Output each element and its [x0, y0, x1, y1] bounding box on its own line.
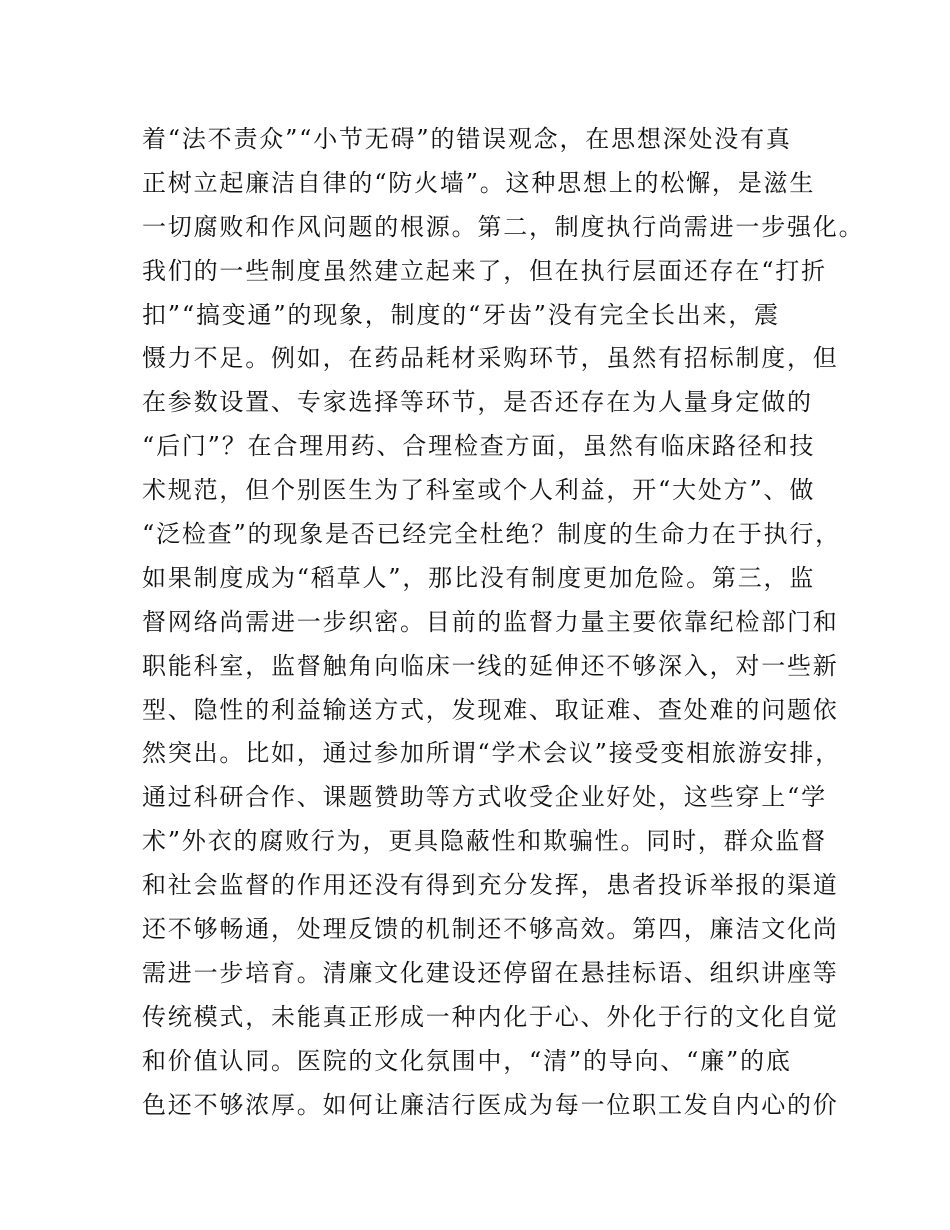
- text-line: 通过科研合作、课题赞助等方式收受企业好处，这些穿上“学: [142, 783, 827, 812]
- text-line: 和社会监督的作用还没有得到充分发挥，患者投诉举报的渠道: [142, 871, 839, 900]
- text-line: 和价值认同。医院的文化氛围中，“清”的导向、“廉”的底: [142, 1046, 792, 1075]
- text-line: 扣”“搞变通”的现象，制度的“牙齿”没有完全长出来，震: [142, 300, 780, 329]
- text-line: 如果制度成为“稻草人”，那比没有制度更加危险。第三，监: [142, 563, 816, 592]
- text-line: 职能科室，监督触角向临床一线的延伸还不够深入，对一些新: [142, 651, 839, 680]
- text-line: “后门”？在合理用药、合理检查方面，虽然有临床路径和技: [142, 432, 816, 461]
- text-line: 慑力不足。例如，在药品耗材采购环节，虽然有招标制度，但: [142, 344, 839, 373]
- text-line: “泛检查”的现象是否已经完全杜绝？制度的生命力在于执行，: [142, 520, 841, 549]
- text-line: 传统模式，未能真正形成一种内化于心、外化于行的文化自觉: [142, 1002, 839, 1031]
- text-line: 术”外衣的腐败行为，更具隐蔽性和欺骗性。同时，群众监督: [142, 827, 827, 856]
- body-paragraph: [142, 118, 865, 1127]
- text-line: 术规范，但个别医生为了科室或个人利益，开“大处方”、做: [142, 476, 816, 505]
- text-line: 着“法不责众”“小节无碍”的错误观念，在思想深处没有真: [142, 125, 792, 153]
- text-line: 然突出。比如，通过参加所谓“学术会议”接受变相旅游安排，: [142, 739, 841, 768]
- text-line: 在参数设置、专家选择等环节，是否还存在为人量身定做的: [142, 388, 813, 417]
- text-line: 色还不够浓厚。如何让廉洁行医成为每一位职工发自内心的价: [142, 1090, 839, 1119]
- text-line: 正树立起廉洁自律的“防火墙”。这种思想上的松懈，是滋生: [142, 168, 816, 197]
- text-line: 型、隐性的利益输送方式，发现难、取证难、查处难的问题依: [142, 695, 839, 724]
- text-line: 督网络尚需进一步织密。目前的监督力量主要依靠纪检部门和: [142, 607, 839, 636]
- text-line: 一切腐败和作风问题的根源。第二，制度执行尚需进一步强化。: [142, 212, 865, 241]
- text-line: 需进一步培育。清廉文化建设还停留在悬挂标语、组织讲座等: [142, 958, 839, 987]
- text-line: 我们的一些制度虽然建立起来了，但在执行层面还存在“打折: [142, 256, 827, 285]
- text-line: 还不够畅通，处理反馈的机制还不够高效。第四，廉洁文化尚: [142, 915, 839, 944]
